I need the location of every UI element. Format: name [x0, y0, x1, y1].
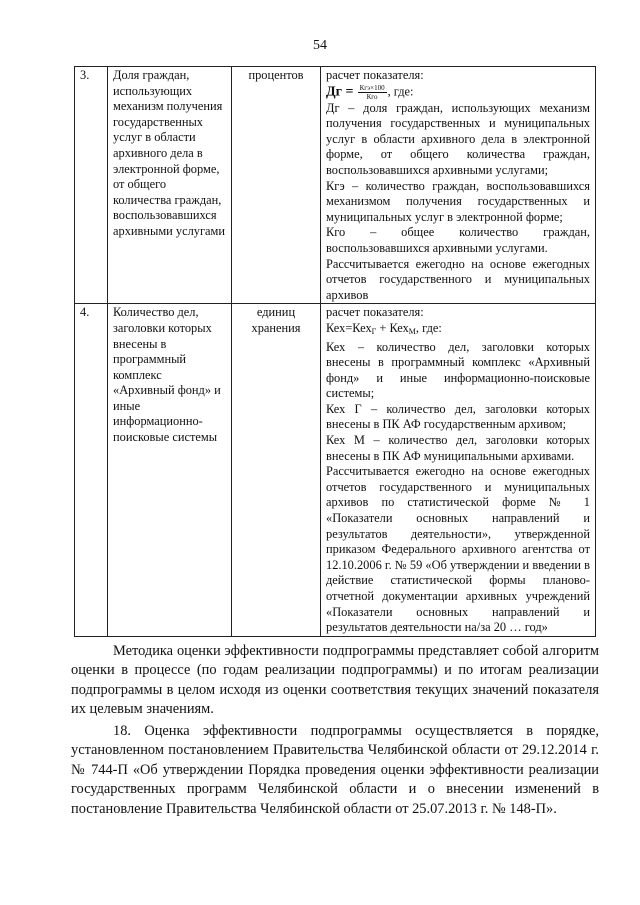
row-number: 3. — [75, 67, 108, 304]
indicators-table — [74, 66, 596, 637]
definition: Дг – доля граждан, использующих механизм получения государственных и муниципальных услуг в области архивного дела в электронной форме, от общего количества граждан, воспользовавшихся архивными услугами; — [326, 100, 590, 177]
indicator-name: Количество дел, заголовки которых внесены в программный комплекс «Архивный фонд» и иные информационно- поисковые системы — [108, 304, 232, 636]
calculation-method — [321, 67, 596, 304]
page-number: 54 — [313, 38, 327, 53]
table-row — [75, 67, 596, 304]
calc-note: Рассчитывается ежегодно на основе ежегодных отчетов государственного и муниципальных архивов по статистической форме № 1 «Показатели основных направлений и результатов деятельности», утвержденной приказом Федерального архивного агентства от 12.10.2006 г. № 59 «Об утверждении и введении в действие статистической формы планово-отчетной документации архивных учреждений «Показатели основных направлений и результатов деятельности на/за 20 … год» — [326, 464, 590, 635]
calc-label: расчет показателя: — [326, 68, 424, 82]
definition: Кго – общее количество граждан, воспользовавшихся архивными услугами. — [326, 225, 590, 255]
calculation-method — [321, 304, 596, 636]
methodology-paragraph: Методика оценки эффективности подпрограммы представляет собой алгоритм оценки в процессе (по годам реализации подпрограммы) и по итогам реализации подпрограммы в целом исходя из оценки соответствия текущих значений показателя их целевым значениям. — [71, 643, 599, 718]
unit-of-measure: процентов — [232, 67, 321, 304]
formula: Дг = $\frac{\text{Кгэ×100}}{\text{Кго}}$ , где: — [326, 83, 414, 101]
definition: Кгэ – количество граждан, воспользовавшихся механизмом получения государственных и муниципальных услуг в электронной форме; — [326, 178, 590, 224]
unit-of-measure: единиц хранения — [232, 304, 321, 636]
row-number: 4. — [75, 304, 108, 636]
definition: Кех – количество дел, заголовки которых внесены в программный комплекс «Архивный фонд» и иные информационно-поисковые системы; — [326, 339, 590, 401]
formula: Кех=Кех$_Г$ + Кех$_М$, где: — [326, 320, 442, 336]
indicator-name: Доля граждан, использующих механизм получения государственных услуг в области архивного дела в электронной форме, от общего количества граждан, воспользовавшихся архивными услугами — [108, 67, 232, 304]
evaluation-paragraph: 18. Оценка эффективности подпрограммы осуществляется в порядке, установленном постановлением Правительства Челябинской области от 29.12.2014 г. № 744-П «Об утверждении Порядка проведения оценки эффективности реализации государственных программ Челябинской области и о внесении изменений в постановление Правительства Челябинской области от 25.07.2013 г. № 148-П». — [71, 723, 599, 817]
definition: Кех Г – количество дел, заголовки которых внесены в ПК АФ государственным архивом; — [326, 401, 590, 432]
definition: Кех М – количество дел, заголовки которых внесены в ПК АФ муниципальными архивами. — [326, 433, 590, 463]
calc-label: расчет показателя: — [326, 305, 424, 320]
calc-note: Рассчитывается ежегодно на основе ежегодных отчетов государственного и муниципальных архивов — [326, 256, 590, 302]
table-row — [75, 304, 596, 636]
